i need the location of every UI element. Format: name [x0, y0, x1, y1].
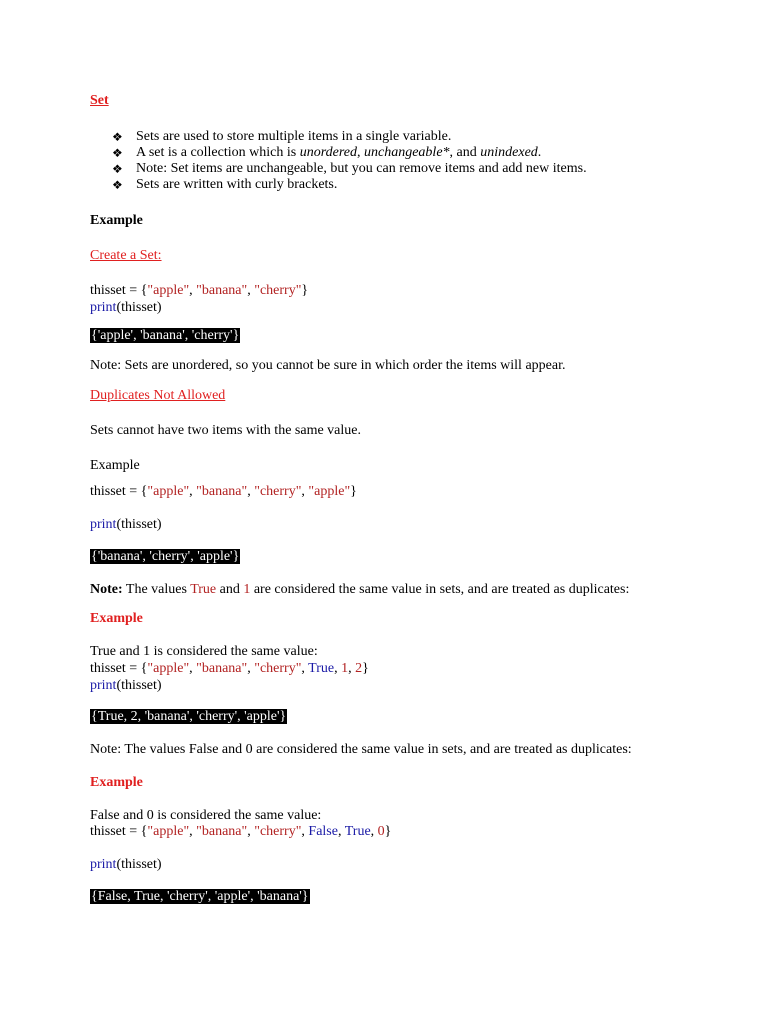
example-label: Example: [90, 458, 140, 473]
text-token: .: [537, 145, 542, 160]
text-token: Sets are written with curly brackets.: [136, 177, 338, 192]
text-token: }: [350, 484, 357, 499]
keyword-token: True: [308, 661, 335, 676]
code-line: [90, 283, 308, 299]
example-label: Example: [90, 775, 143, 790]
text-token: ,: [247, 824, 255, 839]
text-token: unindexed: [480, 145, 538, 160]
string-token: 2: [355, 661, 363, 676]
text-token: The values: [122, 582, 191, 597]
diamond-bullet-icon: ❖: [112, 130, 123, 144]
string-token: 1: [341, 661, 349, 676]
string-token: "cherry": [254, 283, 302, 298]
text-token: ,: [247, 661, 255, 676]
text-token: unordered: [299, 145, 357, 160]
text-token: (thisset): [116, 857, 162, 872]
code-line: [90, 300, 162, 316]
example-label: Example: [90, 611, 143, 626]
note-text: Note: Sets are unordered, so you cannot be sure in which order the items will appear.: [90, 358, 566, 373]
text-token: ,: [301, 484, 309, 499]
text-token: ,: [337, 824, 345, 839]
keyword-token: print: [90, 517, 117, 532]
diamond-bullet-icon: ❖: [112, 146, 123, 160]
body-text: Sets cannot have two items with the same value.: [90, 423, 361, 438]
bullet-text: [136, 145, 541, 160]
text-token: ,: [189, 283, 197, 298]
text-token: are considered the same value in sets, and are treated as duplicates:: [250, 582, 630, 597]
string-token: 1: [243, 582, 251, 597]
text-token: ,: [247, 484, 255, 499]
text-token: ,: [370, 824, 378, 839]
text-token: ,: [189, 484, 197, 499]
text-token: thisset = {: [90, 484, 148, 499]
text-token: thisset = {: [90, 661, 148, 676]
text-token: ,: [301, 824, 309, 839]
keyword-token: False: [308, 824, 338, 839]
keyword-token: print: [90, 857, 117, 872]
create-set-link[interactable]: Create a Set:: [90, 248, 162, 263]
text-token: A set is a collection which is: [136, 145, 300, 160]
code-line: [90, 678, 162, 694]
output-box: {'banana', 'cherry', 'apple'}: [91, 549, 240, 564]
text-token: thisset = {: [90, 283, 148, 298]
bullet-item: [90, 145, 730, 161]
bullet-text: [136, 129, 451, 144]
keyword-token: print: [90, 300, 117, 315]
text-token: and: [216, 582, 244, 597]
text-token: Sets are used to store multiple items in a single variable.: [136, 129, 452, 144]
text-token: }: [362, 661, 369, 676]
diamond-bullet-icon: ❖: [112, 178, 123, 192]
keyword-token: print: [90, 678, 117, 693]
text-token: Note:: [90, 582, 123, 597]
string-token: "cherry": [254, 661, 302, 676]
text-token: }: [384, 824, 392, 839]
code-comment: False and 0 is considered the same value:: [90, 808, 322, 823]
note-text: Note: The values False and 0 are considered the same value in sets, and are treated as duplicates:: [90, 742, 632, 757]
text-token: ,: [189, 824, 197, 839]
diamond-bullet-icon: ❖: [112, 162, 123, 176]
string-token: "cherry": [254, 484, 302, 499]
text-token: ,: [301, 661, 309, 676]
note-text: [90, 582, 629, 598]
string-token: "apple": [147, 484, 190, 499]
bullet-item: [90, 129, 730, 145]
string-token: True: [190, 582, 217, 597]
bullet-text: [136, 161, 587, 176]
text-token: ,: [334, 661, 342, 676]
string-token: "banana": [196, 283, 248, 298]
code-line: [90, 857, 162, 873]
text-token: ,: [247, 283, 255, 298]
code-line: [90, 824, 391, 840]
output-box: {False, True, 'cherry', 'apple', 'banana'}: [91, 889, 309, 904]
text-token: }: [301, 283, 309, 298]
code-line: [90, 517, 162, 533]
code-line: [90, 661, 369, 677]
keyword-token: True: [344, 824, 371, 839]
string-token: "cherry": [254, 824, 302, 839]
bullet-list: [90, 129, 730, 193]
text-token: unchangeable*: [364, 145, 450, 160]
string-token: "banana": [196, 484, 248, 499]
text-token: (thisset): [116, 678, 162, 693]
string-token: "apple": [308, 484, 351, 499]
section-heading: Set: [90, 93, 109, 108]
duplicates-link[interactable]: Duplicates Not Allowed: [90, 388, 226, 403]
text-token: ,: [348, 661, 356, 676]
text-token: ,: [357, 145, 364, 160]
text-token: thisset = {: [90, 824, 148, 839]
text-token: Note: Set items are unchangeable, but you can remove items and add new items.: [136, 161, 587, 176]
string-token: "banana": [196, 661, 248, 676]
output-box: {'apple', 'banana', 'cherry'}: [91, 328, 240, 343]
string-token: "banana": [196, 824, 248, 839]
code-line: [90, 484, 357, 500]
string-token: "apple": [147, 283, 190, 298]
text-token: (thisset): [116, 300, 162, 315]
example-label: Example: [90, 213, 143, 228]
string-token: 0: [377, 824, 385, 839]
text-token: (thisset): [116, 517, 162, 532]
bullet-item: [90, 161, 730, 177]
string-token: "apple": [147, 824, 190, 839]
text-token: ,: [189, 661, 197, 676]
code-comment: True and 1 is considered the same value:: [90, 644, 318, 659]
text-token: , and: [449, 145, 481, 160]
bullet-text: [136, 177, 337, 192]
bullet-item: [90, 177, 730, 193]
string-token: "apple": [147, 661, 190, 676]
output-box: {True, 2, 'banana', 'cherry', 'apple'}: [91, 709, 287, 724]
